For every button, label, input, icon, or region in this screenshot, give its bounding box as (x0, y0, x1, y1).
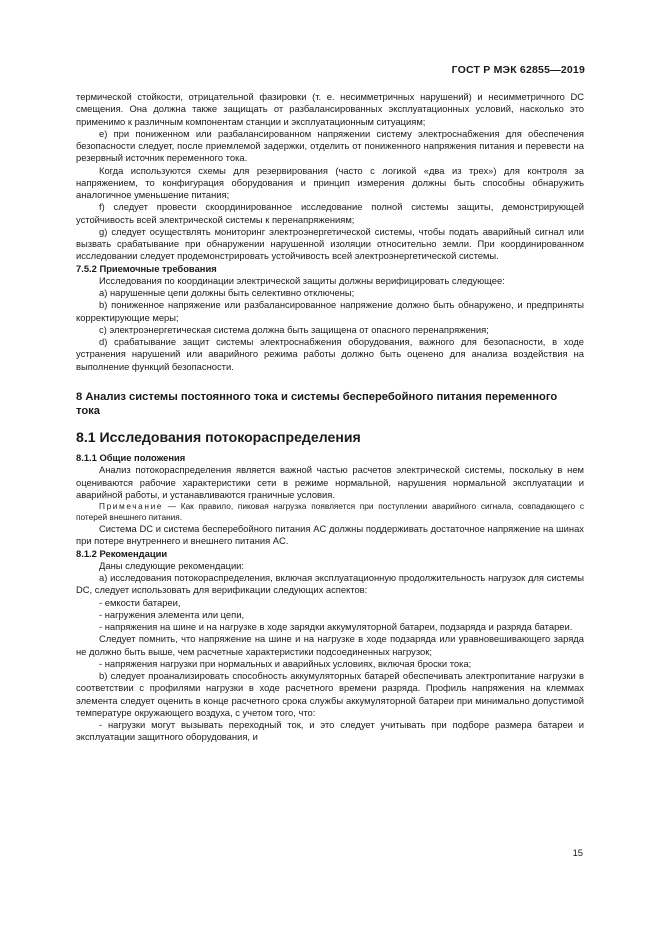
paragraph: Даны следующие рекомендации: (99, 559, 245, 571)
page-number: 15 (572, 847, 583, 858)
paragraph: - нагружения элемента или цепи, (99, 608, 245, 620)
note-label: Примечание (99, 501, 164, 511)
paragraph: Анализ потокораспределения является важной частью расчетов электрической системы, поскольку в нем оцениваются рабочие характеристики сети в режиме нормальной, нарушения нормальной эксплуатации и аварийной работы, и устанавливаются граничные условия. (76, 464, 584, 500)
paragraph: Следует помнить, что напряжение на шине и на нагрузке в ходе подзаряда или уравновешивающего заряда не должно быть выше, чем расчетные характеристики подсоединенных нагрузок; (76, 633, 584, 657)
paragraph: b) следует проанализировать способность аккумуляторных батарей обеспечивать электропитание нагрузки в соответствии с профилями нагрузки в ходе расчетного времени разряда. Профиль напряжения на клеммах элемента следует оценить в конце расчетного срока службы аккумуляторной батареи при минимально допустимой температуре окружающего воздуха, с учетом того, что: (76, 670, 584, 718)
paragraph: - емкости батареи, (99, 596, 181, 608)
clause-heading: 8.1.1 Общие положения (76, 452, 186, 463)
paragraph: Система DC и система бесперебойного питания AC должны поддерживать достаточное напряжение на шинах при потере внутреннего и внешнего питания AC. (76, 523, 584, 547)
paragraph: d) срабатывание защит системы электроснабжения оборудования, важного для безопасности, в ходе устранения нарушений или аварийного режима работы должно быть оценено для анализа воздействия на выполнение функций безопасности. (76, 336, 584, 372)
subsection-heading: 8.1 Исследования потокораспределения (76, 428, 361, 445)
paragraph: b) пониженное напряжение или разбалансированное напряжение должно быть обнаружено, и предприняты корректирующие меры; (76, 299, 584, 323)
paragraph: e) при пониженном или разбалансированном напряжении систему электроснабжения для обеспечения безопасности следует, после приемлемой задержки, отделить от пониженного напряжения питания и перевести на резервный источник переменного тока. (76, 127, 584, 164)
paragraph: g) следует осуществлять мониторинг электроэнергетической системы, чтобы подать аварийный сигнал или вызвать срабатывание при обнаружении нарушенной изоляции относительно земли. При координированном исследовании следует продемонстрировать устойчивость всей электроэнергетической системы. (76, 225, 584, 262)
standard-header: ГОСТ Р МЭК 62855—2019 (451, 64, 585, 76)
paragraph: a) исследования потокораспределения, включая эксплуатационную продолжительность нагрузок для системы DC, следует использовать для верификации следующих аспектов: (76, 572, 584, 596)
paragraph: f) следует провести скоординированное исследование полной системы защиты, демонстрирующей устойчивость всей электрической системы к перенапряжениям; (76, 201, 584, 225)
note-text: — Как правило, пиковая нагрузка появляется при поступлении аварийного сигнала, совпадающего с потерей внешнего питания. (76, 501, 584, 522)
paragraph: - напряжения на шине и на нагрузке в ходе зарядки аккумуляторной батареи, подзаряда и разряда батареи. (99, 621, 573, 632)
paragraph: термической стойкости, отрицательной фазировки (т. е. несимметричных нарушений) и несимметричного DC смещения. Она должна также защищать от разбалансированных эксплуатационных условий, насколько это применимо к различным компонентам станции и эксплуатационным ситуациям; (76, 91, 584, 127)
clause-heading: 7.5.2 Приемочные требования (76, 262, 217, 274)
clause-heading: 8.1.2 Рекомендации (76, 547, 168, 559)
paragraph: Исследования по координации электрической защиты должны верифицировать следующее: (99, 274, 505, 286)
paragraph: c) электроэнергетическая система должна быть защищена от опасного перенапряжения; (99, 323, 489, 335)
note (76, 501, 584, 523)
paragraph: Когда используются схемы для резервирования (часто с логикой «два из трех») для контроля за напряжением, то конфигурация оборудования и принцип измерения должны быть способны обнаружить аналогичное уменьшение питания; (76, 164, 584, 200)
paragraph: - нагрузки могут вызывать переходный ток, и это следует учитывать при подборе размера батареи и эксплуатации защитного оборудования, и (76, 719, 584, 743)
document-body (76, 91, 584, 744)
paragraph: a) нарушенные цепи должны быть селективно отключены; (99, 287, 355, 298)
paragraph: - напряжения нагрузки при нормальных и аварийных условиях, включая броски тока; (99, 657, 472, 669)
section-heading: 8 Анализ системы постоянного тока и системы бесперебойного питания переменного тока (76, 390, 558, 417)
